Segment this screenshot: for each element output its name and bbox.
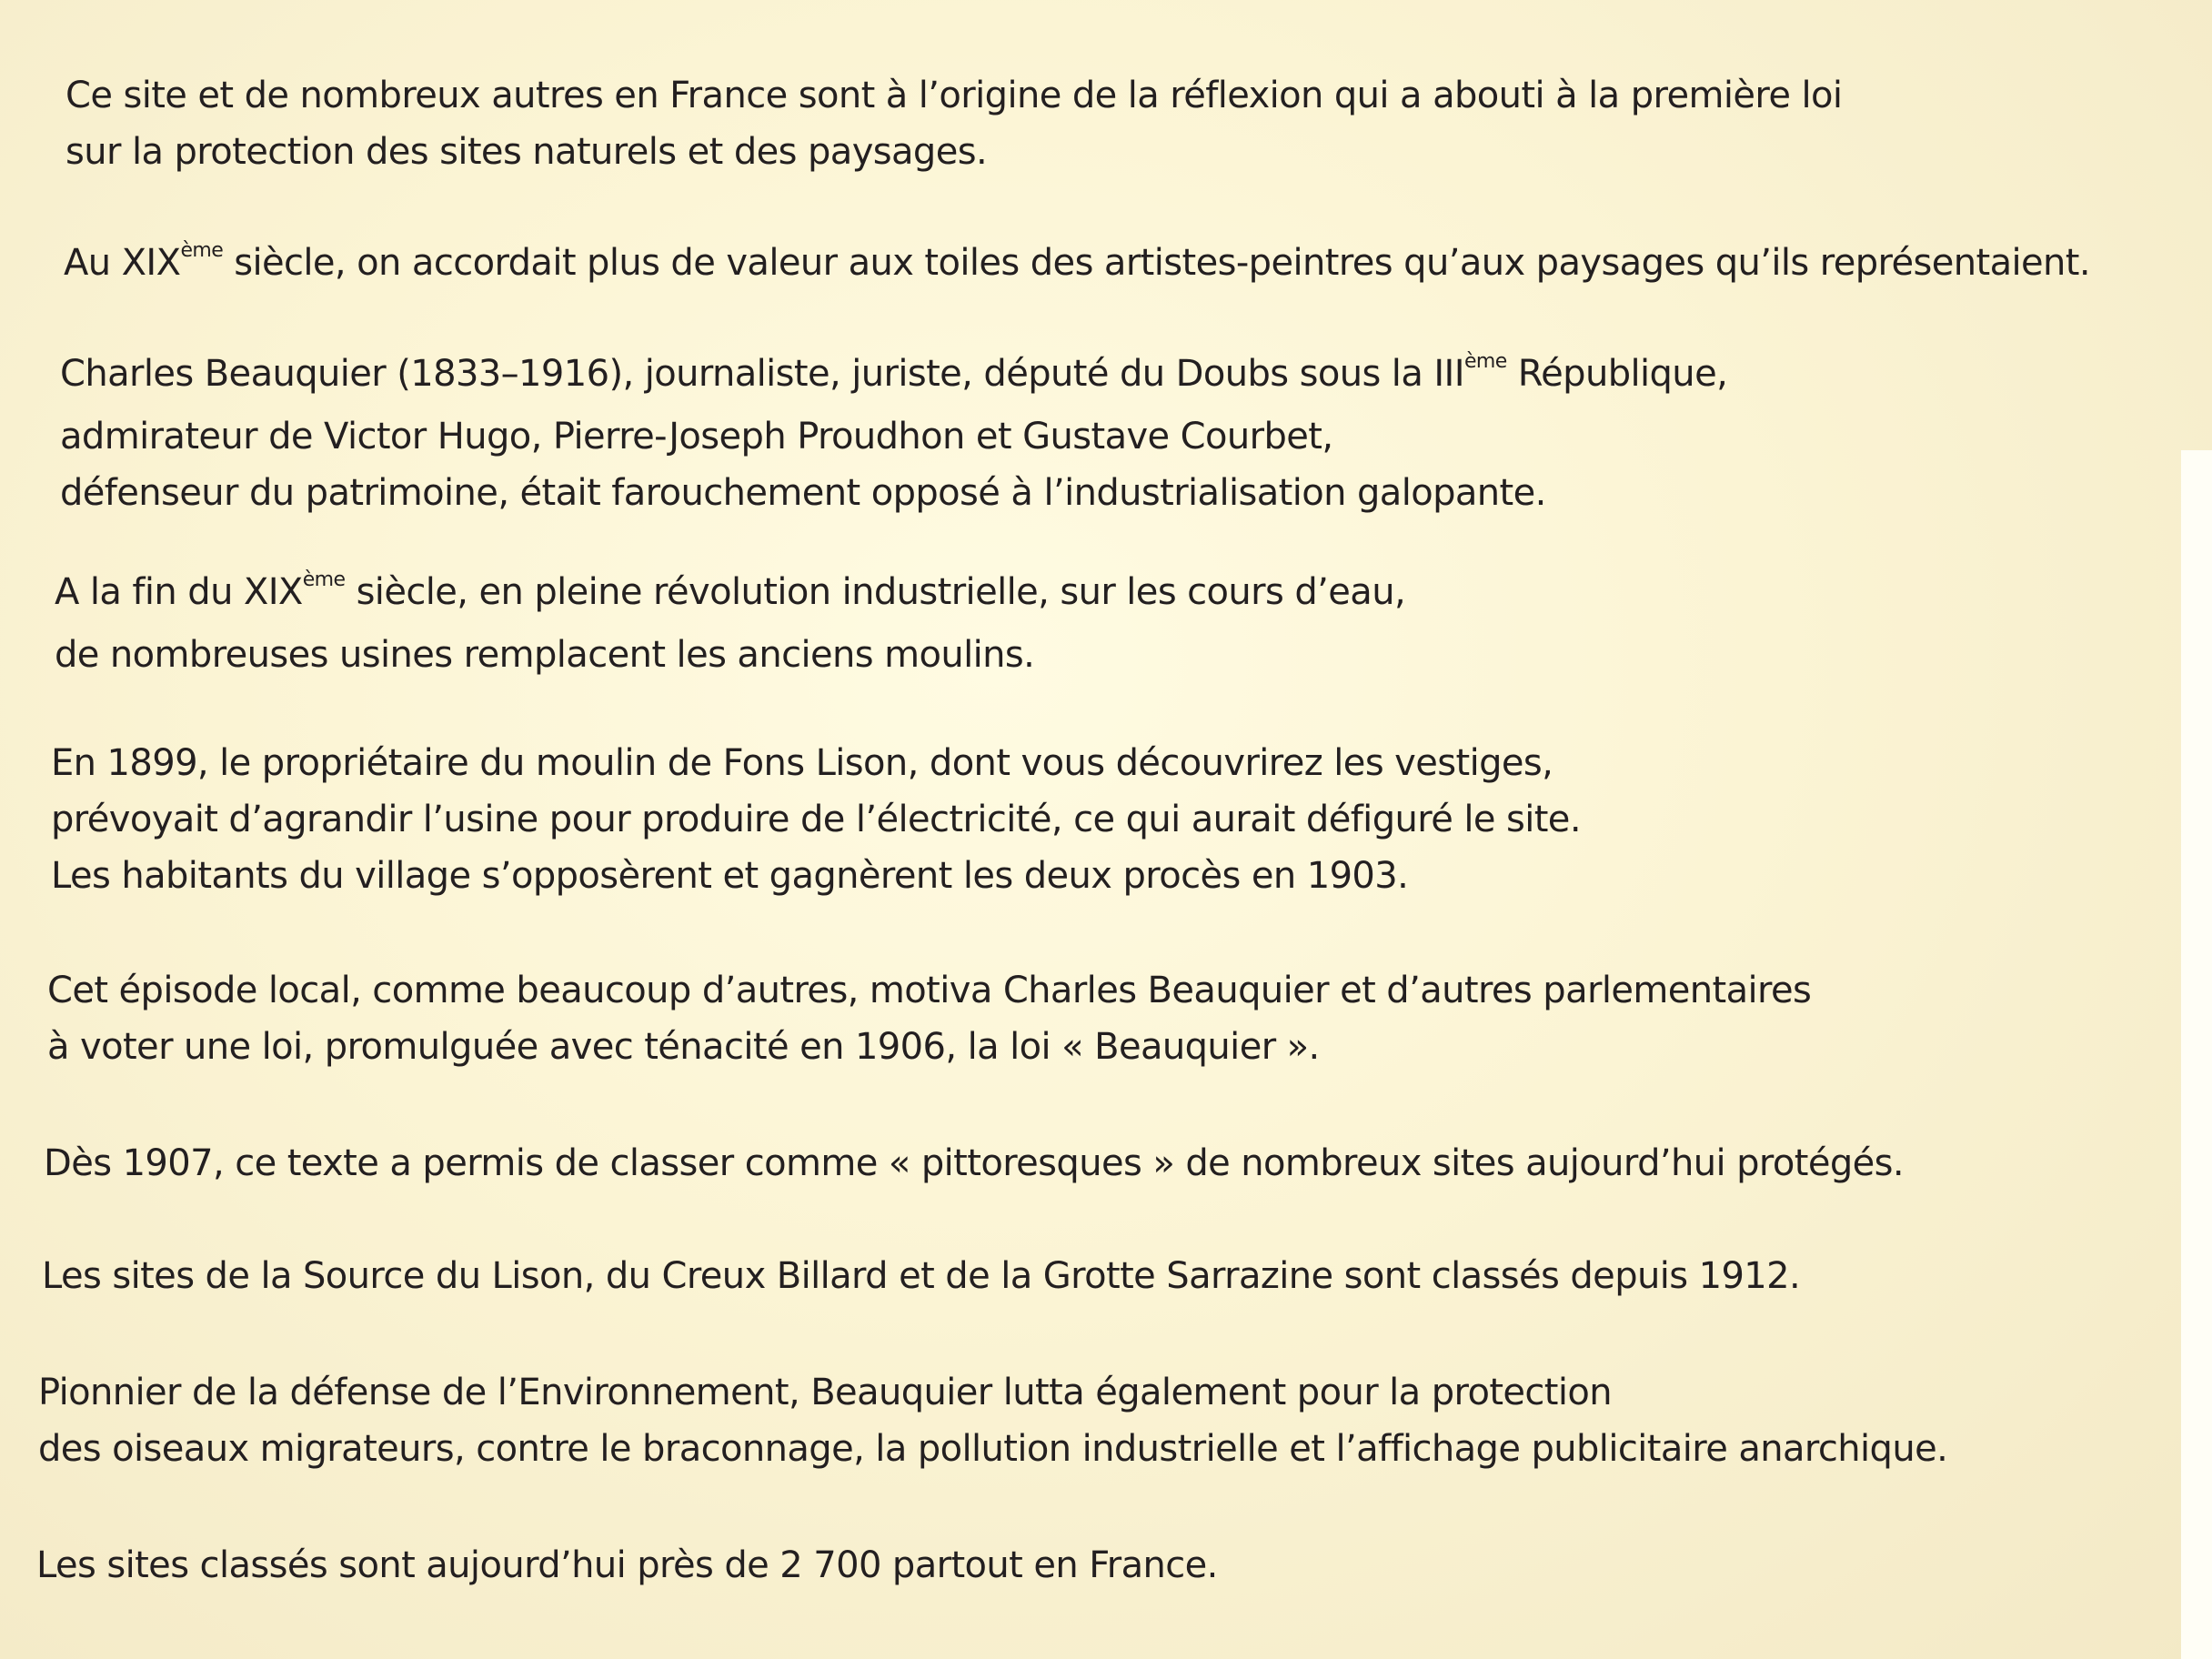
superscript: ème — [1463, 350, 1507, 373]
paragraph-fons-lison-mill — [51, 735, 1581, 904]
text-line: Dès 1907, ce texte a permis de classer comme « pittoresques » de nombreux sites aujourd’hui protégés. — [44, 1142, 1904, 1184]
text-line: Pionnier de la défense de l’Environnement, Beauquier lutta également pour la protection — [38, 1372, 1613, 1413]
text-line: des oiseaux migrateurs, contre le braconnage, la pollution industrielle et l’affichage publicitaire anarchique. — [38, 1428, 1948, 1470]
paragraph-sites-count — [36, 1537, 1218, 1594]
text-line: défenseur du patrimoine, était farouchement opposé à l’industrialisation galopante. — [60, 472, 1546, 514]
text-line: Les habitants du village s’opposèrent et gagnèrent les deux procès en 1903. — [51, 855, 1409, 897]
superscript: ème — [180, 239, 224, 262]
text-line: à voter une loi, promulguée avec ténacité en 1906, la loi « Beauquier ». — [47, 1026, 1320, 1068]
text-line: admirateur de Victor Hugo, Pierre-Joseph Proudhon et Gustave Courbet, — [60, 416, 1333, 457]
paragraph-environment-pioneer — [38, 1364, 1947, 1477]
text-line: Les sites de la Source du Lison, du Creux Billard et de la Grotte Sarrazine sont classés depuis 1912. — [42, 1255, 1801, 1297]
text-line: sur la protection des sites naturels et des paysages. — [65, 131, 988, 173]
paragraph-charles-beauquier — [60, 346, 1727, 521]
text-line: Les sites classés sont aujourd’hui près de 2 700 partout en France. — [36, 1544, 1218, 1586]
paragraph-beauquier-law — [47, 962, 1811, 1075]
text-line: En 1899, le propriétaire du moulin de Fons Lison, dont vous découvrirez les vestiges, — [51, 742, 1553, 784]
text-line: prévoyait d’agrandir l’usine pour produire de l’électricité, ce qui aurait défiguré le site. — [51, 799, 1581, 840]
paragraph-industrial-revolution — [55, 564, 1405, 683]
text-line: Ce site et de nombreux autres en France sont à l’origine de la réflexion qui a abouti à la première loi — [65, 75, 1843, 116]
text-line: de nombreuses usines remplacent les anciens moulins. — [55, 634, 1035, 676]
paragraph-classified-sites — [42, 1248, 1800, 1304]
text-line: Au XIXème siècle, on accordait plus de valeur aux toiles des artistes-peintres qu’aux paysages qu’ils représentaient. — [64, 239, 2090, 284]
text-line: A la fin du XIXème siècle, en pleine révolution industrielle, sur les cours d’eau, — [55, 568, 1406, 613]
paragraph-1907 — [44, 1135, 1904, 1191]
paragraph-xix-century — [64, 235, 2090, 297]
text-line: Charles Beauquier (1833–1916), journaliste, juriste, député du Doubs sous la IIIème République, — [60, 350, 1728, 395]
superscript: ème — [302, 568, 346, 591]
paragraph-origin-of-law — [65, 67, 1842, 180]
panel-edge-strip — [2181, 450, 2212, 1659]
text-line: Cet épisode local, comme beaucoup d’autres, motiva Charles Beauquier et d’autres parlementaires — [47, 970, 1812, 1011]
